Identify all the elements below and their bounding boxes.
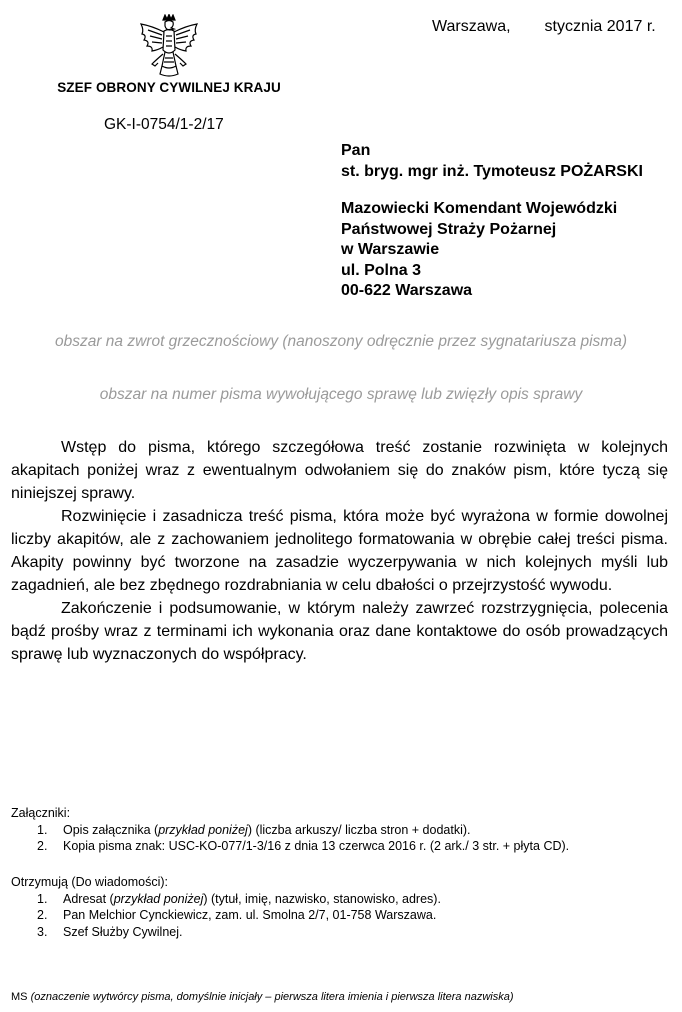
- recipients-title: Otrzymują (Do wiadomości):: [11, 875, 168, 889]
- address-line: 00-622 Warszawa: [341, 282, 473, 299]
- place: Warszawa,: [432, 18, 511, 35]
- address-line: Mazowiecki Komendant Wojewódzki: [341, 200, 618, 217]
- address-line: Państwowej Straży Pożarnej: [341, 220, 557, 238]
- addressee-salutation: Pan: [341, 142, 371, 159]
- author-initials-note: [11, 991, 514, 1003]
- date: stycznia 2017 r.: [544, 18, 656, 35]
- list-item: 1. Adresat (przykład poniżej) (tytuł, imię, nazwisko, stanowisko, adres).: [37, 891, 441, 906]
- issuing-authority: SZEF OBRONY CYWILNEJ KRAJU: [57, 80, 281, 95]
- recipients-section: [11, 874, 671, 940]
- list-item: 1. Opis załącznika (przykład poniżej) (liczba arkuszy/ liczba stron + dodatki).: [37, 822, 471, 837]
- eagle-emblem-icon: [138, 14, 200, 82]
- body-paragraph: Rozwinięcie i zasadnicza treść pisma, która może być wyrażona w formie dowolnej liczby akapitów, ale z zachowaniem jednolitego formatowania w obrębie całej treści pisma. Akapity powinny być tworzone na zasadzie wyczerpywania w nich kolejnych myśli lub zagadnień, ale bez zbędnego rozdrabniania w celu dbałości o przejrzystość wywodu.: [11, 508, 668, 594]
- address-line: ul. Polna 3: [341, 261, 422, 279]
- body-paragraph: Zakończenie i podsumowanie, w którym należy zawrzeć rozstrzygnięcia, polecenia bądź prośby wraz z terminami ich wykonania oraz dane kontaktowe do osób prowadzących sprawę lub wyznaczonych do współpracy.: [11, 600, 668, 663]
- addressee-block: [341, 141, 643, 182]
- initials-explanation: (oznaczenie wytwórcy pisma, domyślnie inicjały – pierwsza litera imienia i pierwsza litera nazwiska): [30, 991, 514, 1003]
- reference-number: GK-I-0754/1-2/17: [104, 116, 224, 133]
- attachments-section: [11, 805, 671, 855]
- address-line: w Warszawie: [341, 241, 440, 258]
- greeting-placeholder: obszar na zwrot grzecznościowy (nanoszony odręcznie przez sygnatariusza pisma): [54, 333, 628, 350]
- list-item: 3. Szef Służby Cywilnej.: [37, 924, 183, 939]
- body-paragraph: Wstęp do pisma, którego szczegółowa treść zostanie rozwinięta w kolejnych akapitach poniżej wraz z ewentualnym odwołaniem się do znaków pism, które tyczą się niniejszej sprawy.: [11, 439, 668, 502]
- author-initials: MS: [11, 991, 28, 1003]
- list-item: 2. Pan Melchior Cynckiewicz, zam. ul. Smolna 2/7, 01-758 Warszawa.: [37, 908, 437, 922]
- case-description-placeholder: obszar na numer pisma wywołującego sprawę lub zwięzły opis sprawy: [99, 386, 583, 403]
- letter-body: [11, 436, 668, 666]
- list-item: 2. Kopia pisma znak: USC-KO-077/1-3/16 z dnia 13 czerwca 2016 r. (2 ark./ 3 str. + płyta CD).: [37, 839, 570, 853]
- addressee-name: st. bryg. mgr inż. Tymoteusz POŻARSKI: [341, 162, 643, 180]
- addressee-address: [341, 199, 617, 302]
- place-and-date: [432, 18, 656, 36]
- attachments-title: Załączniki:: [11, 806, 71, 820]
